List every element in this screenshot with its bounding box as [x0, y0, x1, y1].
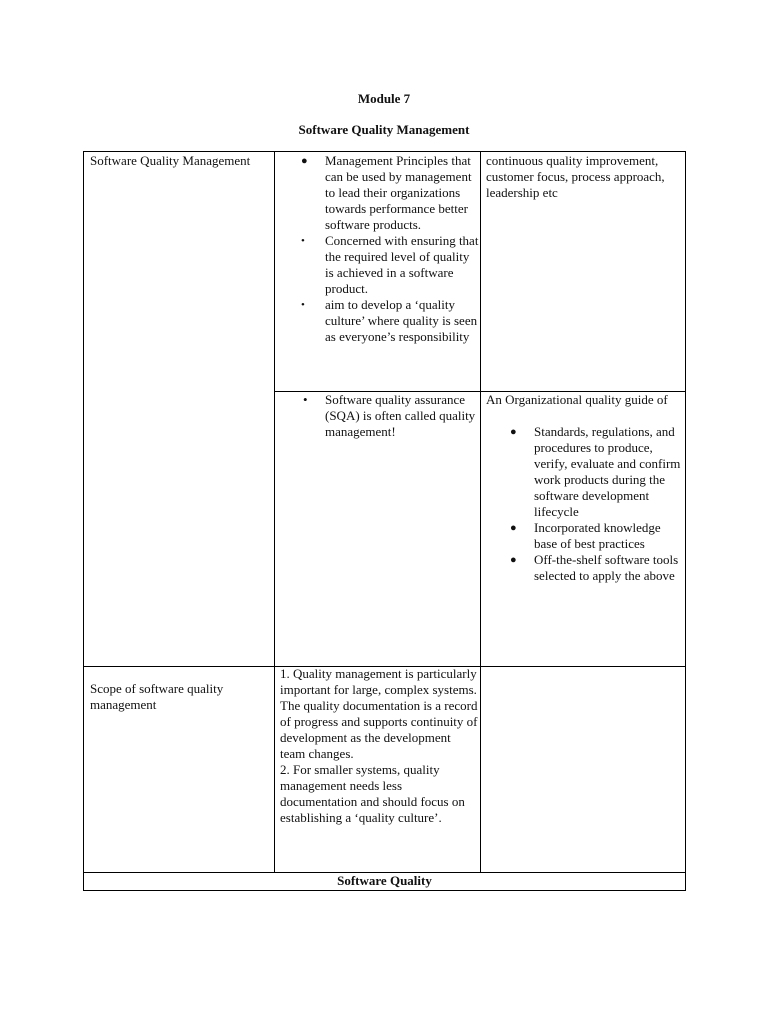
row2-right-bullet-list [484, 424, 682, 584]
bullet-text: Standards, regulations, and procedures to produce, verify, evaluate and confirm work products during the software development lifecycle [534, 424, 681, 519]
row3-label-cell [90, 681, 260, 713]
row1-label: Software Quality Management [90, 153, 251, 168]
footer-section-title: Software Quality [337, 873, 432, 888]
bullet-text: Concerned with ensuring that the required level of quality is achieved in a software product. [325, 233, 479, 296]
bullet-text: Software quality assurance (SQA) is often called quality management! [325, 392, 476, 439]
table-border-top [83, 151, 686, 152]
bullet-icon: ● [510, 426, 517, 438]
list-item [275, 233, 480, 297]
row2-right-cell [486, 392, 682, 584]
row2-middle-cell [275, 392, 480, 440]
row3-middle-cell [280, 666, 478, 826]
column-divider-2 [480, 151, 481, 872]
bullet-icon: ● [301, 155, 308, 167]
table-border-bottom [83, 890, 686, 891]
list-item [484, 552, 682, 584]
list-item [275, 392, 480, 440]
list-item [275, 153, 480, 233]
list-item [275, 297, 480, 345]
bullet-text: aim to develop a ‘quality culture’ where quality is seen as everyone’s responsibility [325, 297, 478, 344]
table-border-left [83, 151, 84, 891]
bullet-icon: ● [510, 522, 517, 534]
row1-right-cell [486, 153, 684, 201]
row3-paragraph-2: 2. For smaller systems, quality management needs less documentation and should focus on establishing a ‘quality culture’. [280, 762, 465, 825]
row1-right-text: continuous quality improvement, customer focus, process approach, leadership etc [486, 153, 665, 200]
row2-right-intro: An Organizational quality guide of [486, 392, 668, 407]
bullet-text: Incorporated knowledge base of best practices [534, 520, 661, 551]
list-item [484, 424, 682, 520]
row3-label: Scope of software quality management [90, 681, 224, 712]
bullet-text: Management Principles that can be used by management to lead their organizations towards performance better software products. [325, 153, 472, 232]
bullet-icon: • [303, 392, 308, 407]
row1-middle-cell [275, 153, 480, 345]
module-title: Module 7 [357, 91, 411, 106]
bullet-icon: • [301, 299, 305, 311]
table-border-right [685, 151, 686, 891]
content-table [83, 151, 686, 891]
row1-bullet-list [275, 153, 480, 345]
bullet-icon: ● [510, 554, 517, 566]
row3-paragraph-1: 1. Quality management is particularly important for large, complex systems. The quality documentation is a record of progress and supports continuity of development as the development team changes. [280, 666, 478, 761]
bullet-icon: • [301, 235, 305, 247]
row1-label-cell [90, 153, 272, 169]
list-item [484, 520, 682, 552]
bullet-text: Off-the-shelf software tools selected to apply the above [534, 552, 679, 583]
row2-bullet-list [275, 392, 480, 440]
document-title: Software Quality Management [298, 122, 470, 137]
